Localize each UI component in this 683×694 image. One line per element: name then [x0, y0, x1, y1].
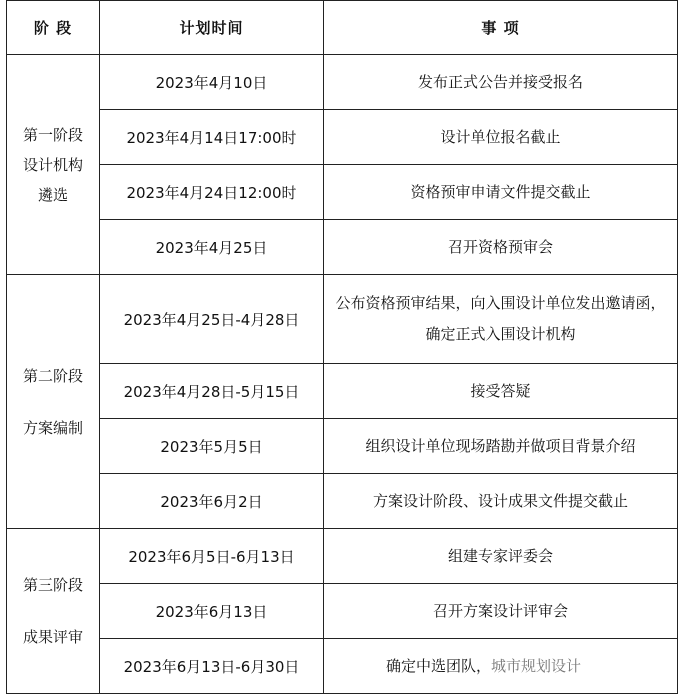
header-phase: 阶 段 [7, 1, 100, 55]
phase-label: 方案编制 [22, 418, 83, 437]
table-row [7, 419, 678, 474]
item-cell: 资格预审申请文件提交截止 [324, 165, 678, 220]
item-cell [324, 639, 678, 694]
date-cell: 2023年6月13日-6月30日 [100, 639, 324, 694]
table-row [7, 275, 678, 364]
table-row [7, 110, 678, 165]
date-cell: 2023年6月2日 [100, 474, 324, 529]
date-cell: 2023年6月13日 [100, 584, 324, 639]
date-cell: 2023年4月25日 [100, 220, 324, 275]
date-cell: 2023年4月25日-4月28日 [100, 275, 324, 364]
phase-label: 设计机构 [22, 155, 83, 174]
table-header-row [7, 1, 678, 55]
phase-label: 第一阶段 [22, 125, 83, 144]
date-cell: 2023年4月24日12:00时 [100, 165, 324, 220]
header-time: 计划时间 [100, 1, 324, 55]
phase-label: 第三阶段 [22, 576, 83, 594]
table-row [7, 639, 678, 694]
date-cell: 2023年6月5日-6月13日 [100, 529, 324, 584]
item-cell: 接受答疑 [324, 364, 678, 419]
item-cell: 组织设计单位现场踏勘并做项目背景介绍 [324, 419, 678, 474]
phase-1-cell [7, 55, 100, 275]
table-row [7, 529, 678, 584]
phase-2-cell [7, 275, 100, 529]
item-cell: 设计单位报名截止 [324, 110, 678, 165]
date-cell: 2023年4月28日-5月15日 [100, 364, 324, 419]
item-cell: 发布正式公告并接受报名 [324, 55, 678, 110]
schedule-table [6, 0, 678, 694]
phase-label: 成果评审 [22, 628, 83, 646]
header-item: 事 项 [324, 1, 678, 55]
item-text: 确定中选团队， [386, 656, 492, 675]
phase-label: 第二阶段 [22, 366, 83, 385]
table-row [7, 55, 678, 110]
item-cell: 公布资格预审结果，向入围设计单位发出邀请函，确定正式入围设计机构 [324, 275, 678, 364]
table-row [7, 220, 678, 275]
date-cell: 2023年4月14日17:00时 [100, 110, 324, 165]
phase-label: 遴选 [37, 185, 68, 204]
date-cell: 2023年4月10日 [100, 55, 324, 110]
table-row [7, 364, 678, 419]
item-cell: 方案设计阶段、设计成果文件提交截止 [324, 474, 678, 529]
item-cell: 召开资格预审会 [324, 220, 678, 275]
table-row [7, 474, 678, 529]
table-row [7, 584, 678, 639]
table-row [7, 165, 678, 220]
watermark: 城市规划设计 [491, 656, 582, 675]
item-cell: 召开方案设计评审会 [324, 584, 678, 639]
item-cell: 组建专家评委会 [324, 529, 678, 584]
phase-3-cell [7, 529, 100, 694]
date-cell: 2023年5月5日 [100, 419, 324, 474]
